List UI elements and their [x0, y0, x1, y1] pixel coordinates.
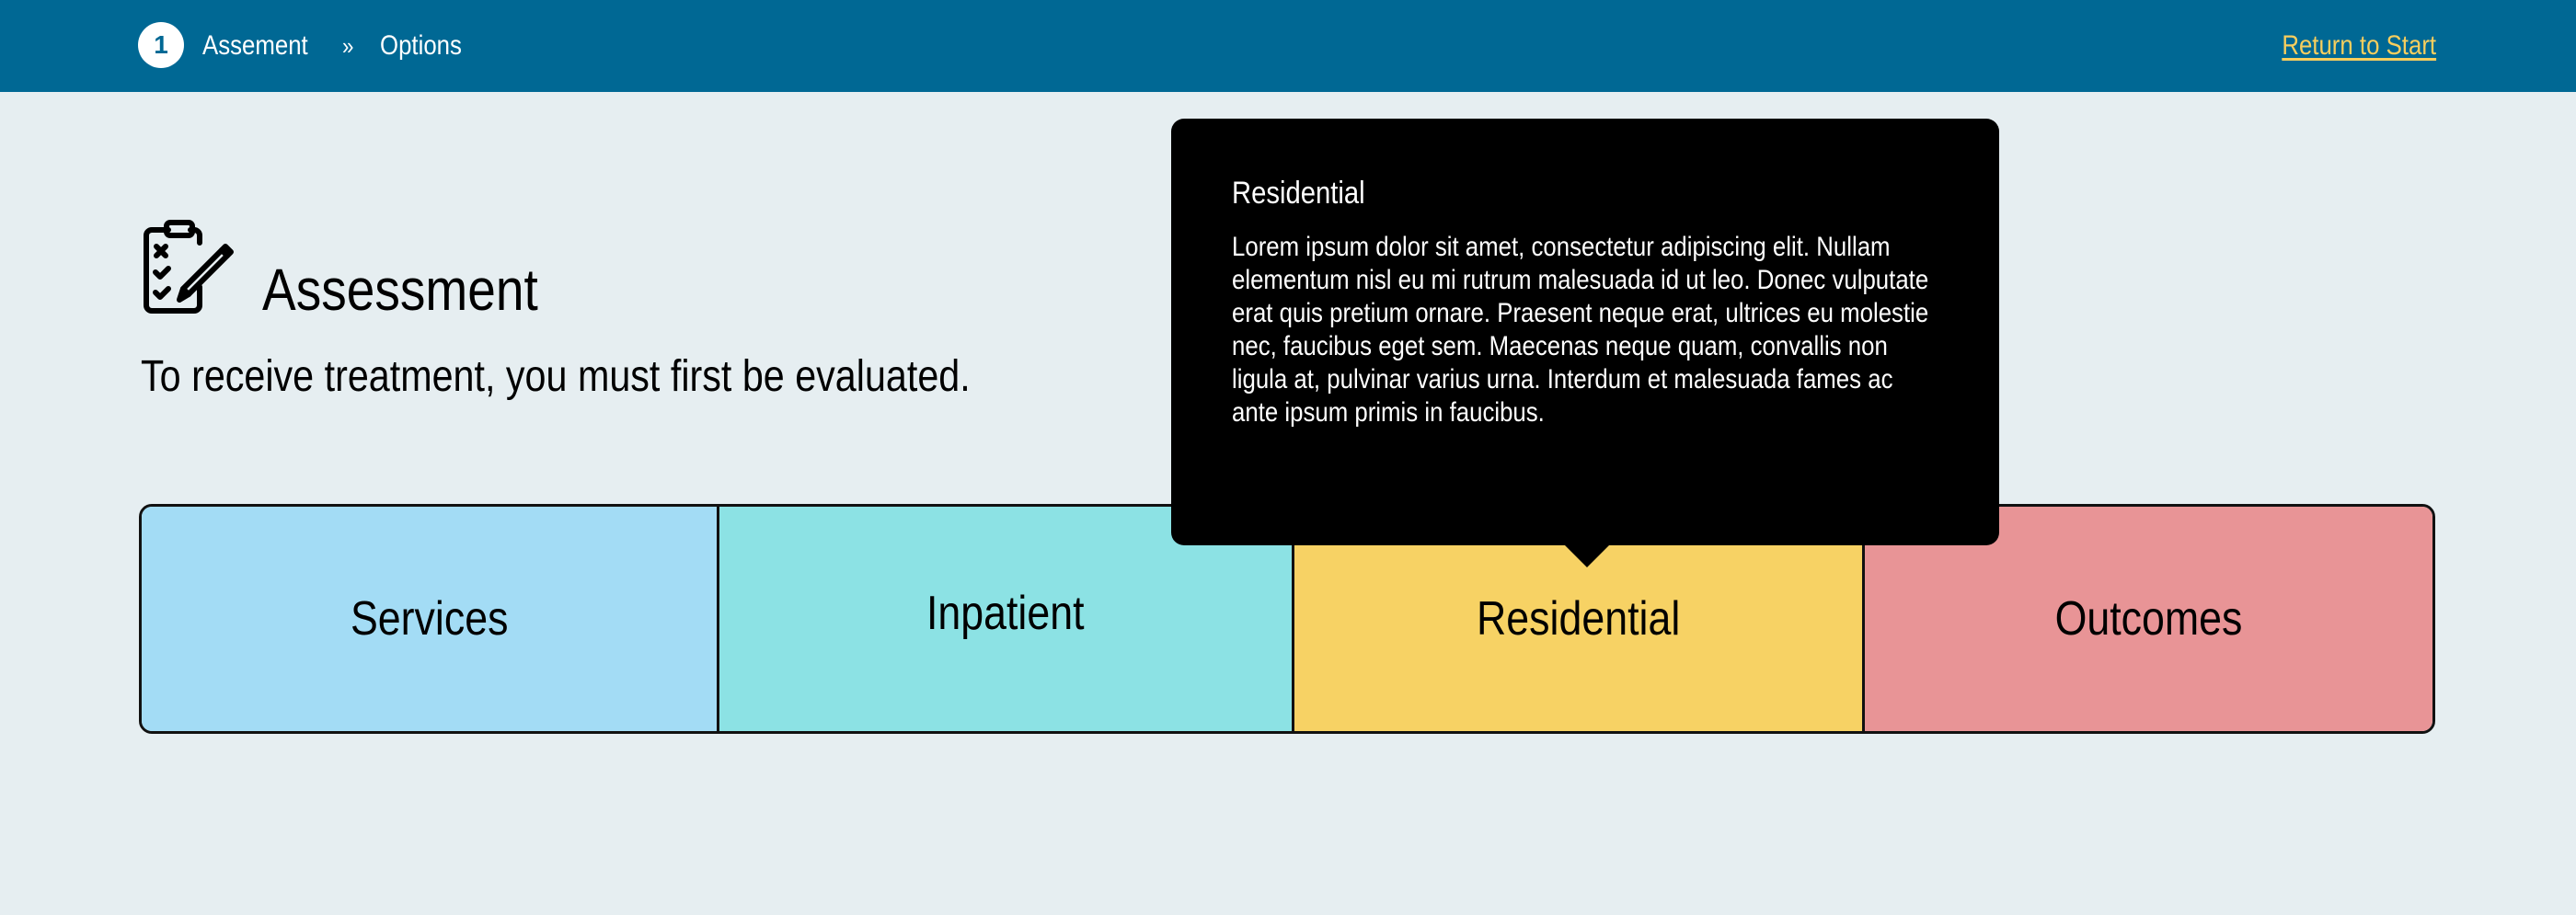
option-services[interactable]	[142, 507, 717, 731]
page-subtitle: To receive treatment, you must first be evaluated.	[141, 352, 971, 401]
option-outcomes-label: Outcomes	[2054, 592, 2243, 646]
step-number-badge: 1	[138, 22, 184, 68]
breadcrumb-options: Options	[380, 30, 462, 61]
option-residential-label: Residential	[1476, 592, 1681, 646]
tooltip-body: Lorem ipsum dolor sit amet, consectetur adipiscing elit. Nullam elementum nisl eu mi rutrum malesuada id ut leo. Donec vulputate erat quis pretium ornare. Praesent neque erat, ultrices eu molestie nec, faucibus eget sem. Maecenas neque quam, convallis non ligula at, pulvinar varius urna. Interdum et malesuada fames ac ante ipsum primis in faucibus.	[1232, 232, 1929, 428]
option-inpatient-label: Inpatient	[926, 587, 1085, 640]
tooltip-title: Residential	[1232, 176, 1365, 211]
residential-tooltip	[1171, 119, 1999, 545]
breadcrumb-separator: »	[342, 32, 354, 60]
page-title: Assessment	[262, 257, 538, 323]
breadcrumb-assessment[interactable]: Assement	[202, 30, 308, 61]
option-services-label: Services	[350, 592, 509, 646]
clipboard-checklist-icon	[141, 219, 238, 316]
top-bar	[0, 0, 2576, 92]
return-to-start-link[interactable]: Return to Start	[2282, 30, 2436, 61]
